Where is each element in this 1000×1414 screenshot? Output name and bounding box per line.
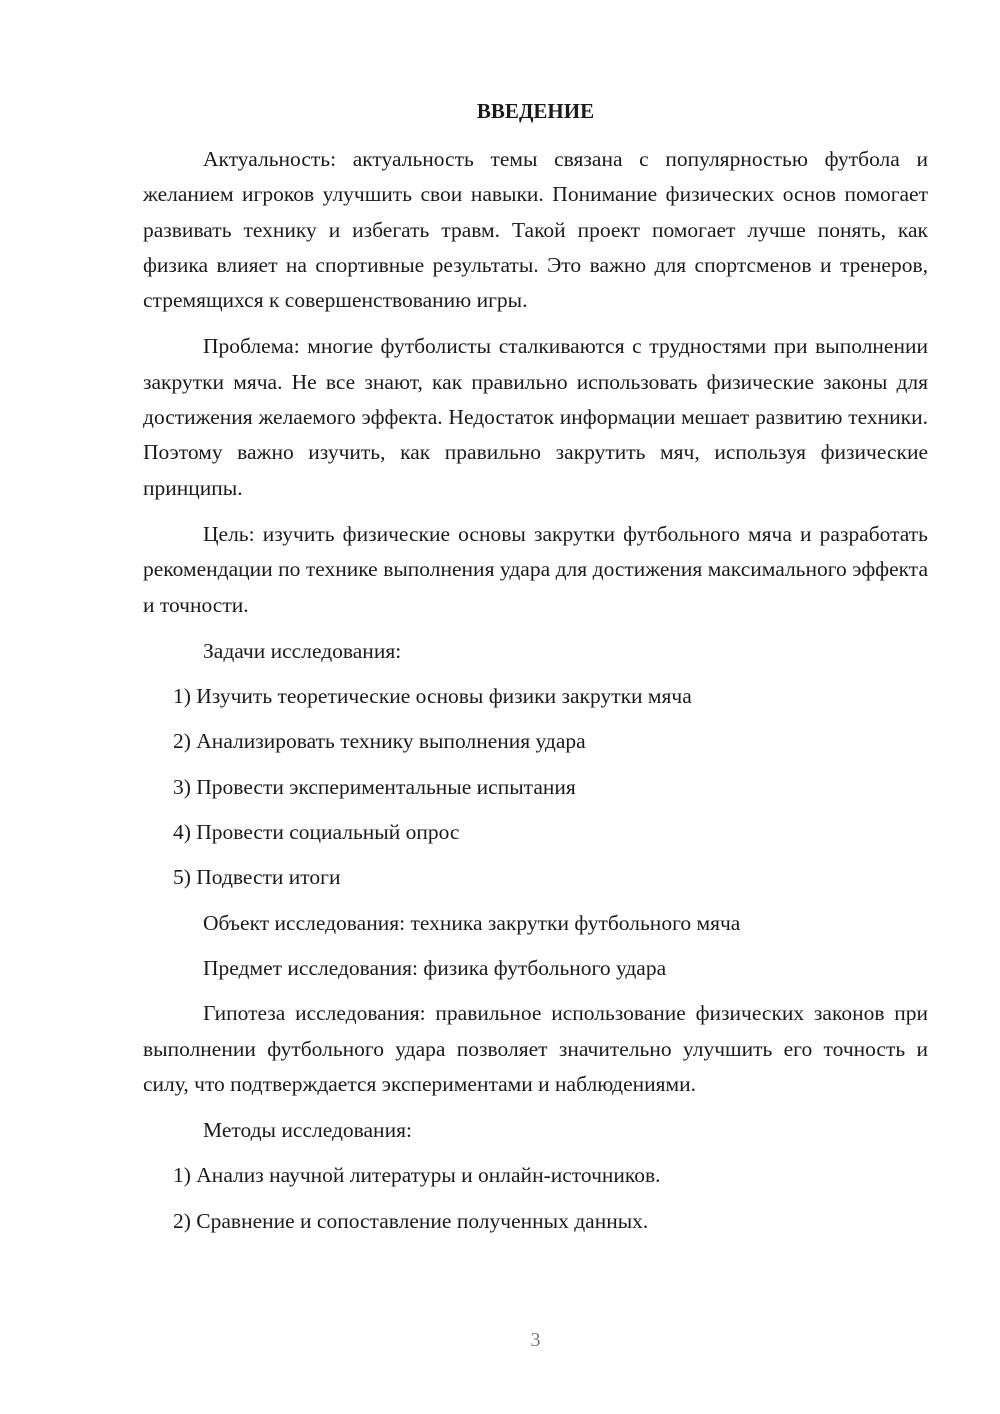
document-body (143, 142, 928, 1239)
section-title: ВВЕДЕНИЕ (476, 99, 595, 123)
method-item: 2) Сравнение и сопоставление полученных данных. (173, 1208, 649, 1233)
paragraph-relevance: Актуальность: актуальность темы связана с популярностью футбола и желанием игроков улучшить свои навыки. Понимание физических основ помогает развивать технику и избегать травм. Такой проект помогает лучше понять, как физика влияет на спортивные результаты. Это важно для спортсменов и тренеров, стремящихся к совершенствованию игры. (143, 147, 928, 313)
paragraph-problem: Проблема: многие футболисты сталкиваются с трудностями при выполнении закрутки мяча. Не все знают, как правильно использовать физические законы для достижения желаемого эффекта. Недостаток информации мешает развитию техники. Поэтому важно изучить, как правильно закрутить мяч, используя физические принципы. (143, 334, 928, 500)
document-page (143, 0, 928, 1414)
task-item: 3) Провести экспериментальные испытания (173, 774, 576, 799)
method-item: 1) Анализ научной литературы и онлайн-источников. (173, 1163, 661, 1188)
task-item: 4) Провести социальный опрос (173, 820, 460, 845)
paragraph-hypothesis: Гипотеза исследования: правильное использование физических законов при выполнении футбольного удара позволяет значительно улучшить его точность и силу, что подтверждается экспериментами и наблюдениями. (143, 1001, 928, 1096)
task-item: 5) Подвести итоги (173, 865, 341, 890)
task-item: 1) Изучить теоретические основы физики закрутки мяча (173, 684, 692, 709)
task-item: 2) Анализировать технику выполнения удара (173, 729, 586, 754)
paragraph-subject: Предмет исследования: физика футбольного удара (203, 955, 667, 980)
page-number: 3 (530, 1329, 541, 1351)
methods-heading: Методы исследования: (203, 1118, 412, 1143)
tasks-heading: Задачи исследования: (203, 638, 402, 663)
paragraph-goal: Цель: изучить физические основы закрутки футбольного мяча и разработать рекомендации по технике выполнения удара для достижения максимального эффекта и точности. (143, 521, 928, 617)
paragraph-object: Объект исследования: техника закрутки футбольного мяча (203, 910, 741, 935)
